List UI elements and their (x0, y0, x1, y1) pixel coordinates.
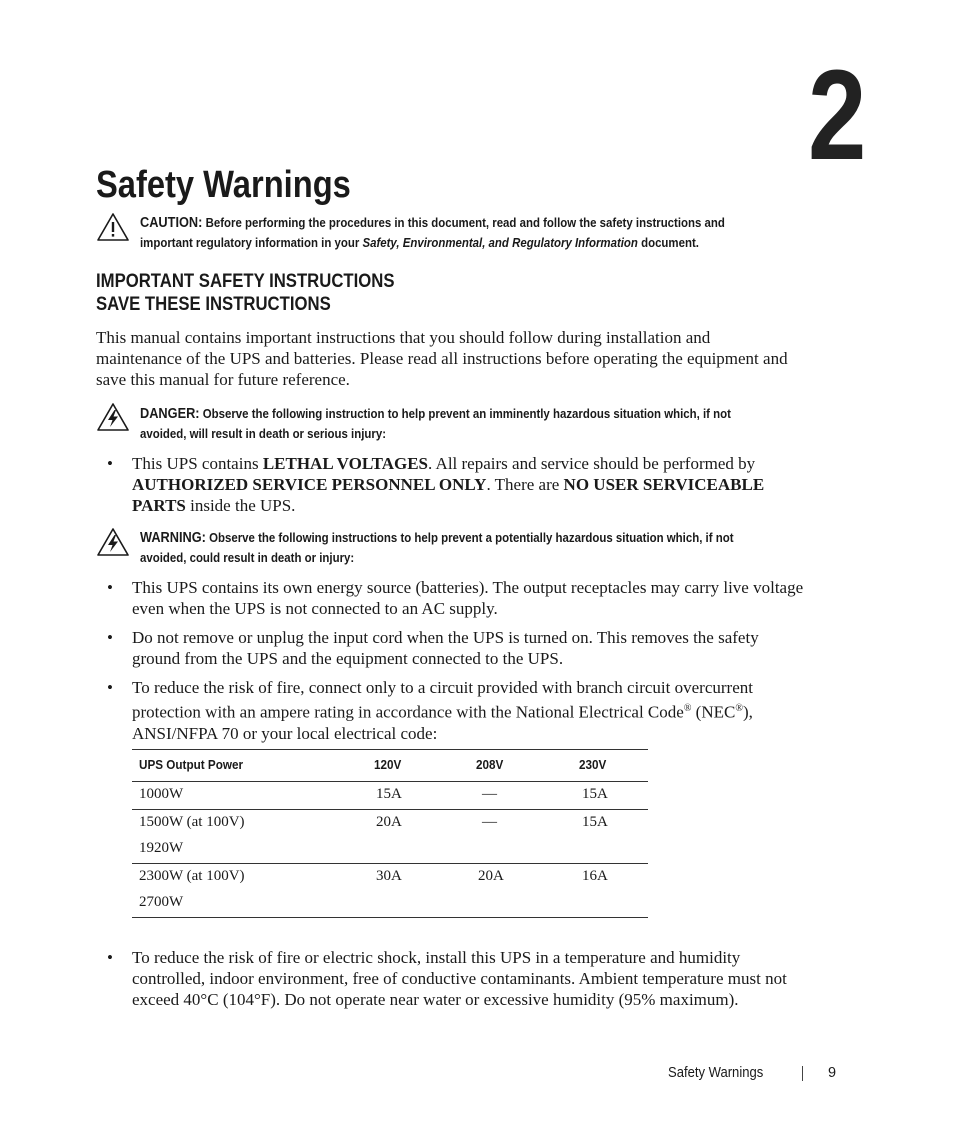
table-header-cell: 208V (476, 757, 504, 772)
table-row (132, 810, 648, 864)
ampere-rating-table (132, 749, 648, 918)
danger-text-line2: avoided, will result in death or serious injury: (140, 426, 387, 441)
bullet-dot: • (107, 454, 113, 473)
footer-divider (802, 1066, 803, 1081)
table-header-cell: UPS Output Power (139, 757, 244, 772)
warning-text: Observe the following instructions to help prevent a potentially hazardous situation which, if not (209, 530, 734, 545)
heading-important-safety-instructions: IMPORTANT SAFETY INSTRUCTIONS (96, 271, 395, 292)
table-cell: 30A (376, 868, 402, 884)
electrical-hazard-icon (96, 527, 130, 557)
chapter-number: 2 (808, 44, 867, 187)
page-number: 9 (828, 1065, 837, 1081)
table-cell: 1000W (139, 786, 184, 802)
emphasis-no-user-serviceable: NO USER SERVICEABLE (563, 475, 765, 494)
registered-mark: ® (735, 703, 743, 714)
intro-paragraph (96, 327, 788, 390)
table-cell: 20A (376, 814, 402, 830)
table-cell: — (482, 786, 497, 802)
caution-text-line2: important regulatory information in your (140, 235, 363, 250)
caution-triangle-icon (96, 212, 130, 242)
table-cell: 16A (582, 868, 608, 884)
bullet-dot: • (107, 578, 113, 597)
table-cell: 2700W (139, 894, 184, 910)
caution-notice (140, 213, 860, 253)
warning-notice (140, 528, 860, 568)
table-cell: 20A (478, 868, 504, 884)
list-item: To reduce the risk of fire or electric shock, install this UPS in a temperature and humidity controlled, indoor environment, free of conductive contaminants. Ambient temperature must not exceed 40°C (104°F). Do not operate near water or excessive humidity (95% maximum). (132, 948, 787, 1009)
danger-label: DANGER: (140, 406, 200, 422)
table-header-row (132, 750, 648, 782)
emphasis-lethal-voltages: LETHAL VOLTAGES (262, 454, 428, 473)
table-header-cell: 120V (374, 757, 402, 772)
intro-line: This manual contains important instructions that you should follow during installation and (96, 328, 711, 347)
table-cell: 1500W (at 100V) (139, 814, 245, 830)
intro-line: save this manual for future reference. (96, 370, 350, 389)
table-cell: 15A (376, 786, 402, 802)
regulatory-doc-title: Safety, Environmental, and Regulatory Information (362, 235, 638, 250)
intro-line: maintenance of the UPS and batteries. Please read all instructions before operating the equipment and (96, 349, 788, 368)
bullet-dot: • (107, 628, 113, 647)
caution-label: CAUTION: (140, 215, 203, 231)
danger-notice (140, 404, 860, 444)
bullet-dot: • (107, 678, 113, 697)
list-item: This UPS contains its own energy source (batteries). The output receptacles may carry live voltage even when the UPS is not connected to an AC supply. (132, 578, 804, 618)
table-cell: 2300W (at 100V) (139, 868, 245, 884)
caution-text-end: document. (637, 235, 699, 250)
heading-save-these-instructions: SAVE THESE INSTRUCTIONS (96, 294, 331, 315)
chapter-title: Safety Warnings (96, 164, 351, 206)
table-cell: 1920W (139, 840, 184, 856)
warning-label: WARNING: (140, 530, 206, 546)
bullet-dot: • (107, 948, 113, 967)
table-cell: 15A (582, 786, 608, 802)
electrical-hazard-icon (96, 402, 130, 432)
warning-text-line2: avoided, could result in death or injury: (140, 550, 355, 565)
emphasis-authorized-personnel: AUTHORIZED SERVICE PERSONNEL ONLY (132, 475, 487, 494)
caution-text: Before performing the procedures in this document, read and follow the safety instructions and (205, 215, 725, 230)
table-header-cell: 230V (579, 757, 607, 772)
list-item: Do not remove or unplug the input cord when the UPS is turned on. This removes the safety ground from the UPS and the equipment connected to the UPS. (132, 628, 759, 668)
list-item: To reduce the risk of fire, connect only to a circuit provided with branch circuit overcurrent protection with an ampere rating in accordance with the National Electrical Code® (NEC®), ANSI/NFPA 70 or your local electrical code: (132, 678, 753, 743)
table-row (132, 864, 648, 917)
table-cell: 15A (582, 814, 608, 830)
table-row (132, 782, 648, 810)
list-item: This UPS contains LETHAL VOLTAGES. All repairs and service should be performed by AUTHORIZED SERVICE PERSONNEL ONLY. There are NO USER SERVICEABLE PARTS inside the UPS. (132, 454, 765, 515)
table-cell: — (482, 814, 497, 830)
footer-section-title: Safety Warnings (668, 1065, 764, 1081)
registered-mark: ® (683, 703, 692, 714)
danger-text: Observe the following instruction to help prevent an imminently hazardous situation which, if not (202, 406, 731, 421)
